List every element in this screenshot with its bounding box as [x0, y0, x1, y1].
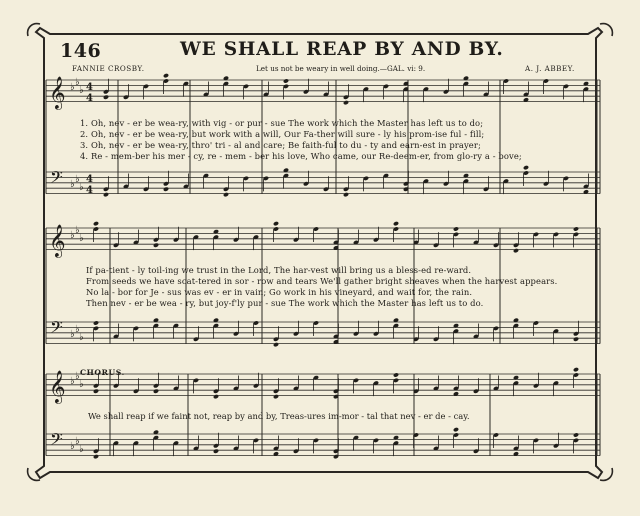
- note-head: [343, 192, 349, 197]
- flat-sign: ♭: [75, 225, 80, 236]
- flat-sign: ♭: [79, 233, 84, 244]
- note-head: [153, 389, 159, 394]
- time-signature: 4: [86, 82, 93, 93]
- verse-line-3: 3. Oh, nev - er be wea-ry, thro' tri - al and care; Be faith-ful to du - ty and earn-est in prayer;: [80, 139, 481, 150]
- note-head: [453, 427, 459, 432]
- time-signature: 4: [86, 185, 93, 196]
- verse-line-2-cont: From seeds we have scat-tered in sor - row and tears We'll gather bright sheaves when the harvest appears.: [86, 275, 558, 286]
- flat-sign: ♭: [70, 329, 75, 340]
- flat-sign: ♭: [70, 82, 75, 93]
- verse-line-1-cont: If pa-tient - ly toil-ing we trust in the Lord, The har-vest will bring us a bless-ed re-ward.: [86, 265, 472, 275]
- note-head: [343, 100, 349, 105]
- note-head: [573, 337, 579, 342]
- scripture-reference: Let us not be weary in well doing.—GAL. vi: 9.: [256, 64, 426, 73]
- verse-line-4: 4. Re - mem-ber his mer - cy, re - mem - ber his love, Who came, our Re-deem-er, from glo-ry a - bove;: [80, 150, 522, 161]
- note-head: [163, 73, 169, 78]
- note-head: [163, 187, 169, 192]
- note-head: [393, 221, 399, 226]
- flat-sign: ♭: [75, 436, 80, 447]
- flat-sign: ♭: [79, 85, 84, 96]
- time-signature: 4: [86, 93, 93, 104]
- flat-sign: ♭: [79, 182, 84, 193]
- flat-sign: ♭: [70, 376, 75, 387]
- note-head: [513, 248, 519, 253]
- lyricist-credit: FANNIE CROSBY.: [72, 64, 145, 73]
- flat-sign: ♭: [79, 332, 84, 343]
- note-head: [273, 221, 279, 226]
- verse-line-2: 2. Oh, nev - er be wea-ry, but work with a will, Our Fa-ther will sure - ly his prom-ise ful - fill;: [80, 128, 485, 139]
- note-head: [523, 165, 529, 170]
- bass-clef: 𝄢: [50, 317, 63, 341]
- note-head: [153, 243, 159, 248]
- treble-clef: 𝄞: [49, 76, 66, 109]
- flat-sign: ♭: [79, 444, 84, 455]
- note-head: [573, 226, 579, 231]
- chorus-lyrics: We shall reap if we faint not, reap by and by, Treas-ures im-mor - tal that nev - er de - cay.: [88, 411, 470, 421]
- note-head: [93, 221, 99, 226]
- flat-sign: ♭: [70, 441, 75, 452]
- bass-clef: 𝄢: [50, 167, 63, 191]
- note-head: [273, 394, 279, 399]
- flat-sign: ♭: [75, 174, 80, 185]
- note-head: [393, 372, 399, 377]
- flat-sign: ♭: [75, 77, 80, 88]
- note-head: [273, 342, 279, 347]
- treble-clef: 𝄞: [49, 370, 66, 403]
- flat-sign: ♭: [75, 324, 80, 335]
- composer-credit: A. J. ABBEY.: [525, 64, 575, 73]
- note-head: [103, 95, 109, 100]
- verse-block-top: [80, 118, 522, 162]
- flat-sign: ♭: [75, 371, 80, 382]
- chorus-label: CHORUS.: [80, 368, 125, 377]
- flat-sign: ♭: [70, 230, 75, 241]
- note-head: [93, 320, 99, 325]
- note-head: [453, 226, 459, 231]
- treble-clef: 𝄞: [49, 224, 66, 257]
- flat-sign: ♭: [79, 379, 84, 390]
- verse-line-4-cont: Then nev - er be wea - ry, but joy-f'ly pur - sue The work which the Master has left us to do.: [86, 297, 484, 308]
- page-number: 146: [60, 40, 102, 62]
- note-head: [213, 394, 219, 399]
- flat-sign: ♭: [70, 179, 75, 190]
- note-head: [213, 449, 219, 454]
- note-head: [103, 192, 109, 197]
- bass-clef: 𝄢: [50, 429, 63, 453]
- verse-block-bottom: [86, 265, 557, 309]
- note-head: [93, 389, 99, 394]
- note-head: [93, 454, 99, 459]
- verse-line-3-cont: No la - bor for Je - sus was ev - er in vain; Go work in his vineyard, and wait for, the rain.: [86, 286, 473, 297]
- hymn-title: WE SHALL REAP BY AND BY.: [180, 39, 504, 60]
- note-head: [223, 192, 229, 197]
- note-head: [573, 432, 579, 437]
- verse-line-1: 1. Oh, nev - er be wea-ry, with vig - or pur - sue The work which the Master has left us to do;: [80, 118, 484, 128]
- note-head: [283, 78, 289, 83]
- note-head: [573, 367, 579, 372]
- time-signature: 4: [86, 174, 93, 185]
